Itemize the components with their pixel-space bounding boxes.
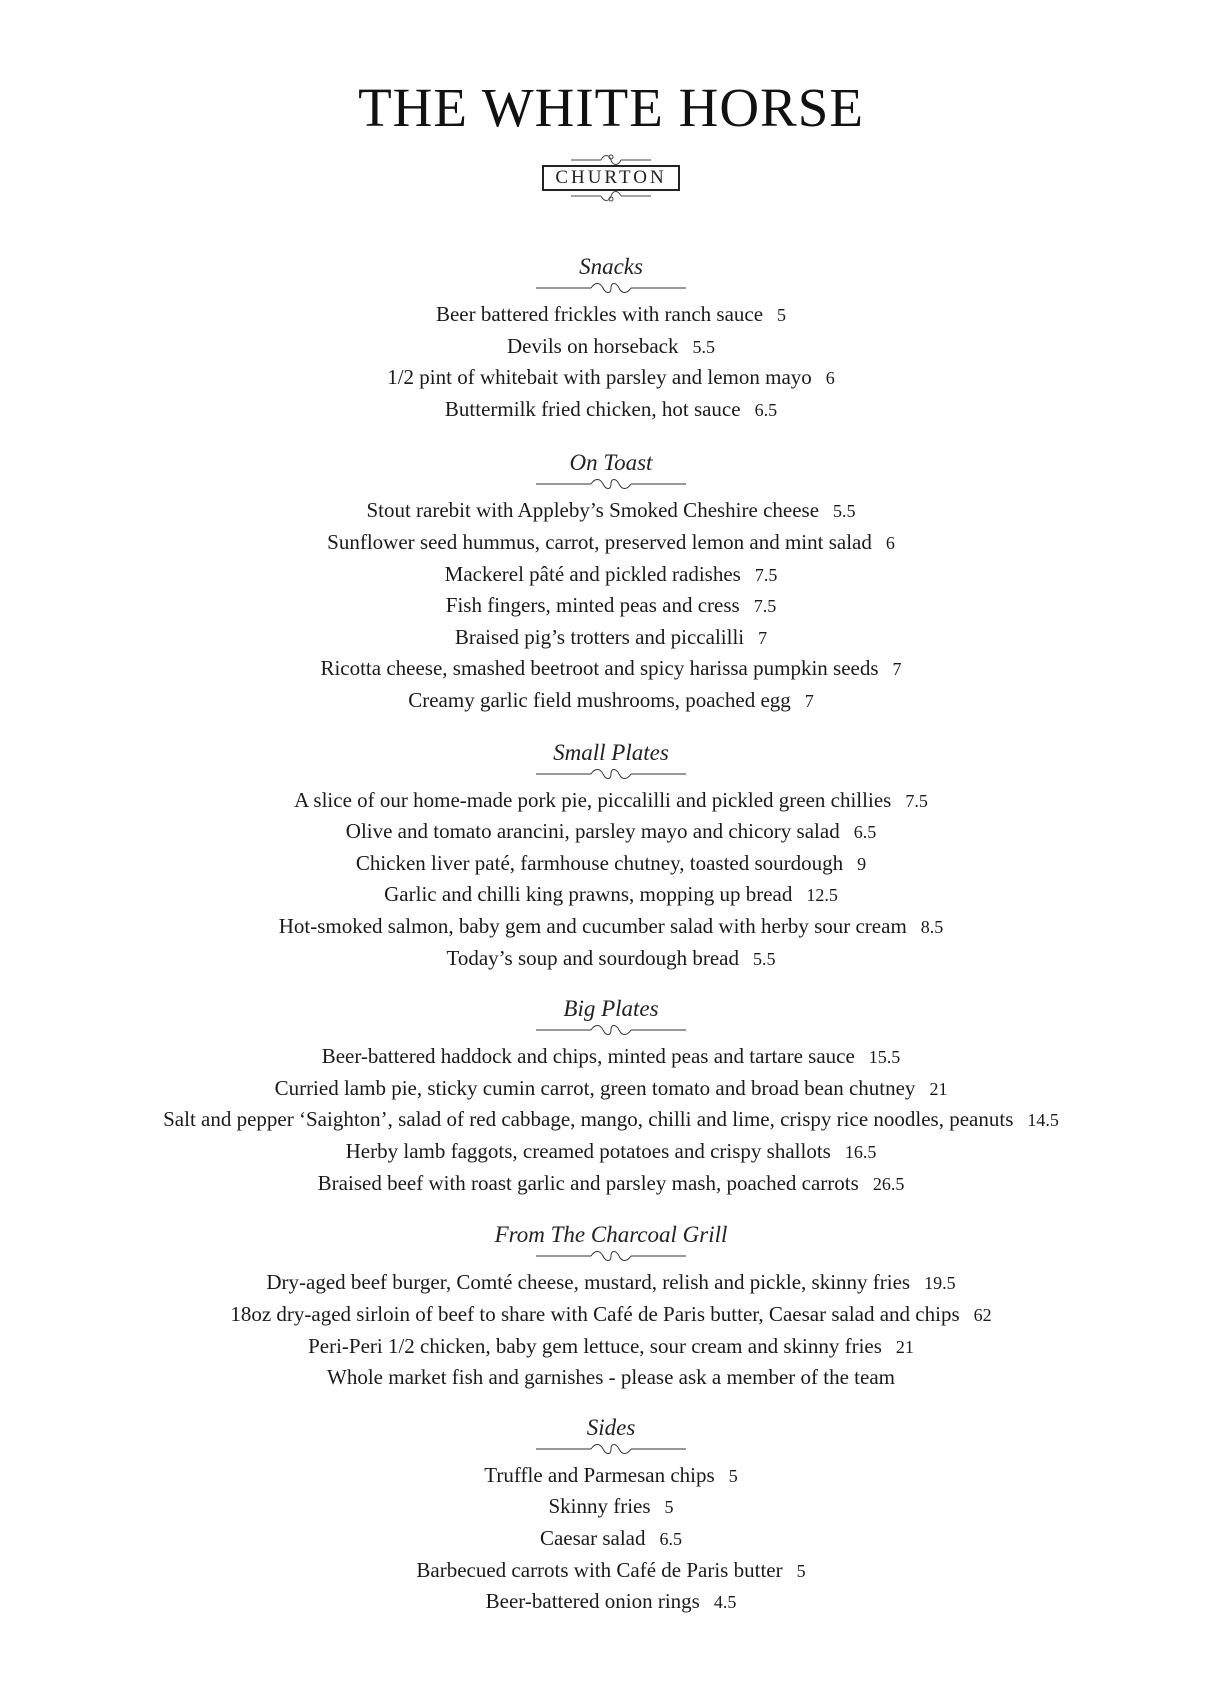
menu-item-price: 7.5 xyxy=(754,564,778,585)
menu-item-price: 15.5 xyxy=(868,1047,901,1068)
menu-item xyxy=(161,685,1061,717)
menu-item xyxy=(161,495,1061,527)
menu-item-name: Mackerel pâté and pickled radishes xyxy=(444,561,741,586)
menu-item-price: 7 xyxy=(804,690,814,711)
menu-item xyxy=(161,816,1061,848)
menu-item xyxy=(161,911,1061,943)
section-heading: Big Plates xyxy=(563,996,659,1022)
menu-item xyxy=(161,943,1061,975)
menu-item-name: Beer-battered onion rings xyxy=(485,1589,700,1614)
menu-item-price: 19.5 xyxy=(924,1273,956,1294)
menu-item-name: Ricotta cheese, smashed beetroot and spicy harissa pumpkin seeds xyxy=(320,656,879,681)
menu-item-name: A slice of our home-made pork pie, piccalilli and pickled green chillies xyxy=(294,787,892,812)
menu-item-name: Fish fingers, minted peas and cress xyxy=(445,593,740,618)
menu-item-price: 16.5 xyxy=(844,1142,877,1163)
menu-item-name: Devils on horseback xyxy=(507,333,679,358)
menu-item-name: Beer battered frickles with ranch sauce xyxy=(435,302,764,326)
menu-item-price: 5.5 xyxy=(752,948,776,969)
menu-item xyxy=(161,1041,1061,1073)
menu-item-price: 26.5 xyxy=(872,1173,905,1194)
section-heading: Sides xyxy=(586,1414,636,1440)
menu-item-price: 5.5 xyxy=(692,336,715,357)
menu-item xyxy=(161,1586,1061,1618)
flourish-divider-icon xyxy=(536,767,686,781)
menu-item-name: 18oz dry-aged sirloin of beef to share with Café de Paris butter, Caesar salad and chips xyxy=(230,1302,960,1327)
menu-item-name: Skinny fries xyxy=(548,1494,651,1519)
menu-item xyxy=(161,1168,1061,1200)
menu-item xyxy=(161,559,1061,591)
menu-item-name: Braised beef with roast garlic and parsley mash, poached carrots xyxy=(317,1170,859,1195)
menu-item-price: 6.5 xyxy=(754,399,778,420)
menu-item xyxy=(161,622,1061,654)
flourish-divider-icon xyxy=(536,281,686,295)
menu-item-price: 62 xyxy=(973,1305,992,1326)
menu-section-on-toast xyxy=(0,449,1222,716)
restaurant-title: THE WHITE HORSE xyxy=(358,77,864,138)
menu-item xyxy=(161,1331,1061,1363)
flourish-divider-icon xyxy=(536,1023,686,1037)
menu-item xyxy=(161,527,1061,559)
section-heading: Snacks xyxy=(579,254,643,279)
menu-item-name: Peri-Peri 1/2 chicken, baby gem lettuce, sour cream and skinny fries xyxy=(308,1333,882,1358)
menu-item xyxy=(161,879,1061,911)
menu-item-price: 7.5 xyxy=(905,790,928,811)
menu-item-name: Today’s soup and sourdough bread xyxy=(446,945,739,970)
menu-item-name: Barbecued carrots with Café de Paris butter xyxy=(416,1557,783,1582)
menu-item-price: 7 xyxy=(758,627,768,648)
menu-item-name: Beer-battered haddock and chips, minted peas and tartare sauce xyxy=(321,1044,855,1069)
menu-item-name: Buttermilk fried chicken, hot sauce xyxy=(444,396,741,421)
menu-item-name: Herby lamb faggots, creamed potatoes and crispy shallots xyxy=(345,1139,831,1164)
menu-item-price: 5 xyxy=(796,1560,806,1581)
menu-item-price: 7 xyxy=(892,659,902,680)
location-name: CHURTON xyxy=(542,165,680,191)
menu-item-name: Whole market fish and garnishes - please ask a member of the team xyxy=(327,1365,895,1390)
menu-item-price: 6 xyxy=(825,368,835,389)
menu-item-name: Sunflower seed hummus, carrot, preserved lemon and mint salad xyxy=(327,529,872,554)
menu-section-charcoal-grill xyxy=(0,1221,1222,1392)
menu-item-price: 4.5 xyxy=(713,1592,737,1613)
menu-item xyxy=(161,1073,1061,1105)
menu-item xyxy=(161,1491,1061,1523)
menu-item-name: Caesar salad xyxy=(539,1526,646,1551)
menu-item xyxy=(161,1362,1061,1393)
menu-item-name: Stout rarebit with Appleby’s Smoked Cheshire cheese xyxy=(366,498,820,523)
menu-section-small-plates xyxy=(0,739,1222,975)
menu-item xyxy=(161,362,1061,394)
menu-item-price: 6.5 xyxy=(853,822,877,843)
menu-item-price: 6.5 xyxy=(659,1529,683,1550)
menu-item-name: Salt and pepper ‘Saighton’, salad of red cabbage, mango, chilli and lime, crispy rice noodles, peanuts xyxy=(163,1107,1014,1132)
menu-item xyxy=(161,1299,1061,1331)
menu-item xyxy=(161,1460,1061,1492)
flourish-divider-icon xyxy=(536,1442,686,1456)
menu-item-price: 5 xyxy=(777,305,787,325)
menu-item xyxy=(161,1555,1061,1587)
flourish-divider-icon xyxy=(536,1249,686,1263)
menu-item xyxy=(161,785,1061,817)
menu-item xyxy=(161,1523,1061,1555)
menu-item-price: 21 xyxy=(929,1078,948,1099)
menu-section-big-plates xyxy=(0,995,1222,1199)
menu-section-snacks xyxy=(0,253,1222,425)
menu-item-price: 6 xyxy=(885,532,895,553)
menu-item-name: Creamy garlic field mushrooms, poached egg xyxy=(408,687,791,712)
menu-header xyxy=(0,78,1222,206)
menu-sections xyxy=(0,253,1222,1618)
menu-item xyxy=(161,653,1061,685)
menu-item-price: 5.5 xyxy=(833,501,856,522)
menu-item-name: Hot-smoked salmon, baby gem and cucumber salad with herby sour cream xyxy=(278,913,907,938)
menu-item-name: 1/2 pint of whitebait with parsley and lemon mayo xyxy=(387,365,812,390)
menu-item xyxy=(161,590,1061,622)
flourish-divider-icon xyxy=(536,477,686,491)
menu-item-name: Chicken liver paté, farmhouse chutney, toasted sourdough xyxy=(355,850,844,875)
menu-item-price: 21 xyxy=(895,1336,914,1357)
menu-item-price: 7.5 xyxy=(753,596,777,617)
section-heading: From The Charcoal Grill xyxy=(494,1222,728,1248)
menu-item-price: 5 xyxy=(728,1465,738,1486)
menu-item-price: 12.5 xyxy=(806,885,838,906)
menu-item-price: 9 xyxy=(857,853,867,874)
menu-section-sides xyxy=(0,1414,1222,1618)
location-logo xyxy=(531,148,691,206)
menu-item xyxy=(161,1136,1061,1168)
section-heading: On Toast xyxy=(569,450,653,476)
menu-item-name: Braised pig’s trotters and piccalilli xyxy=(454,624,745,649)
menu-item xyxy=(161,331,1061,363)
menu-item-name: Dry-aged beef burger, Comté cheese, mustard, relish and pickle, skinny fries xyxy=(266,1270,911,1295)
menu-item-name: Truffle and Parmesan chips xyxy=(484,1462,715,1487)
menu-item xyxy=(161,1267,1061,1299)
menu-item-price: 14.5 xyxy=(1027,1110,1059,1131)
menu-item-price: 5 xyxy=(664,1497,674,1518)
section-heading: Small Plates xyxy=(553,739,669,765)
menu-item-name: Garlic and chilli king prawns, mopping up bread xyxy=(384,882,793,907)
menu-item xyxy=(161,299,1061,331)
menu-item-name: Curried lamb pie, sticky cumin carrot, green tomato and broad bean chutney xyxy=(274,1075,916,1100)
menu-item xyxy=(161,1104,1061,1136)
menu-item-name: Olive and tomato arancini, parsley mayo and chicory salad xyxy=(345,819,840,844)
menu-item-price: 8.5 xyxy=(920,916,944,937)
menu-item xyxy=(161,848,1061,880)
menu-item xyxy=(161,394,1061,426)
